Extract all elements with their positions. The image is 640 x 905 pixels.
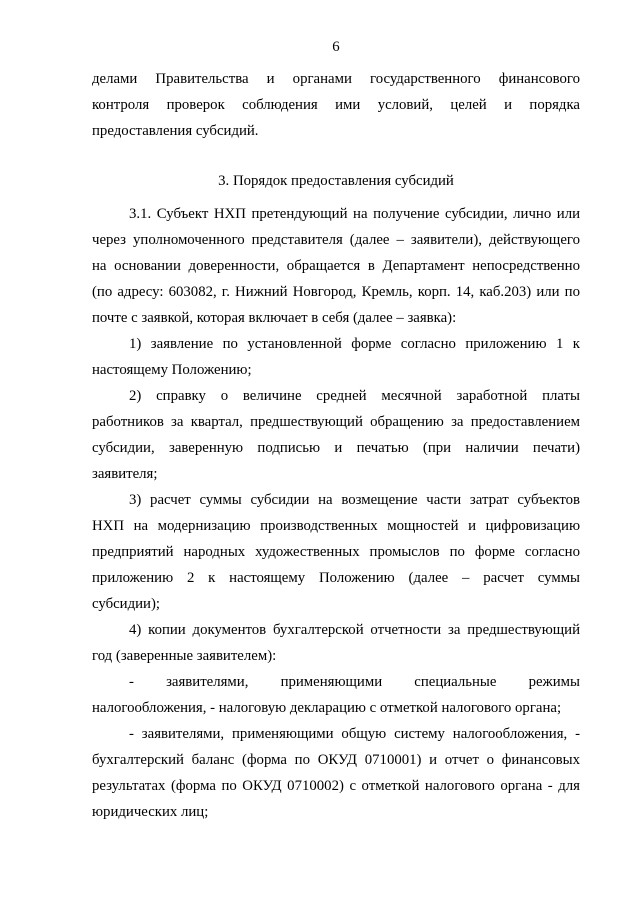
paragraph-line: НХП на модернизацию производственных мощностей и цифровизацию [92,518,580,534]
list-item-4 [92,617,580,669]
paragraph-line: заявителя; [92,466,158,482]
paragraph-line: бухгалтерский баланс (форма по ОКУД 0710001) и отчет о финансовых [92,752,580,768]
paragraph-line: на основании доверенности, обращается в Департамент непосредственно [92,258,580,274]
section-heading: 3. Порядок предоставления субсидий [218,173,454,189]
list-item-2 [92,383,580,487]
paragraph-line: - заявителями, применяющими общую систему налогообложения, - [129,726,580,742]
paragraph-line: контроля проверок соблюдения ими условий, целей и порядка [92,97,580,113]
paragraph-line: год (заверенные заявителем): [92,648,277,664]
paragraph-line: результатах (форма по ОКУД 0710002) с отметкой налогового органа - для [92,778,580,794]
paragraph-line: 3.1. Субъект НХП претендующий на получение субсидии, лично или [129,206,580,222]
paragraph-line: субсидии, заверенную подписью и печатью (при наличии печати) [92,440,580,456]
paragraph-line: приложению 2 к настоящему Положению (далее – расчет суммы [92,570,580,586]
paragraph-line: предоставления субсидий. [92,123,259,139]
sub-item-general-regime [92,721,580,825]
paragraph-line: - заявителями, применяющими специальные режимы [129,674,580,690]
list-item-1 [92,331,580,383]
list-item-3 [92,487,580,617]
page-number: 6 [332,39,340,55]
paragraph-line: налогообложения, - налоговую декларацию с отметкой налогового органа; [92,700,562,716]
paragraph-line: юридических лиц; [92,804,209,820]
paragraph-line: настоящему Положению; [92,362,252,378]
paragraph-line: предприятий народных художественных промыслов по форме согласно [92,544,580,560]
paragraph-line: 3) расчет суммы субсидии на возмещение части затрат субъектов [129,492,580,508]
paragraph-continuation [92,66,580,144]
paragraph-line: 1) заявление по установленной форме согласно приложению 1 к [129,336,580,352]
paragraph-line: 4) копии документов бухгалтерской отчетности за предшествующий [129,622,580,638]
paragraph-line: работников за квартал, предшествующий обращению за предоставлением [92,414,580,430]
paragraph-line: 2) справку о величине средней месячной заработной платы [129,388,580,404]
document-body [92,66,580,825]
paragraph-line: через уполномоченного представителя (далее – заявители), действующего [92,232,580,248]
paragraph-line: субсидии); [92,596,160,612]
sub-item-special-regime [92,669,580,721]
paragraph-line: (по адресу: 603082, г. Нижний Новгород, Кремль, корп. 14, каб.203) или по [92,284,580,300]
paragraph-3-1 [92,201,580,331]
paragraph-line: почте с заявкой, которая включает в себя (далее – заявка): [92,310,457,326]
paragraph-line: делами Правительства и органами государственного финансового [92,71,580,87]
